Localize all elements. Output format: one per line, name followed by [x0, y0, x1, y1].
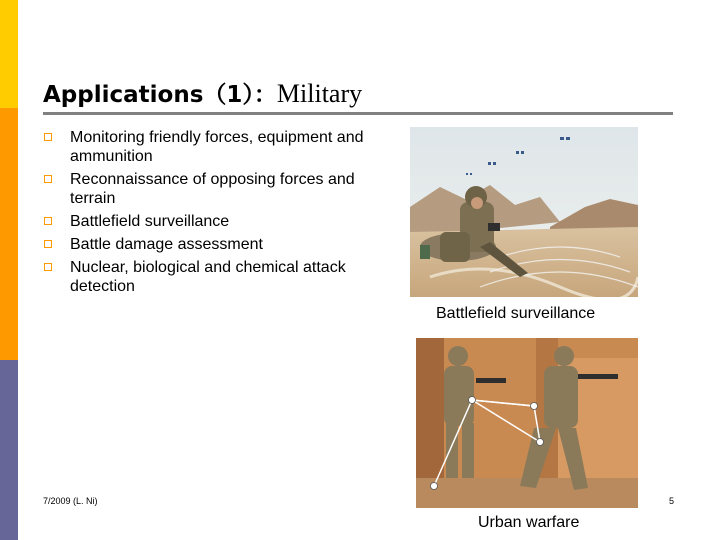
slide-title	[43, 76, 362, 109]
square-bullet-icon	[44, 263, 52, 271]
square-bullet-icon	[44, 133, 52, 141]
urban-warfare-photo	[416, 338, 638, 508]
battlefield-surveillance-photo	[410, 127, 638, 297]
urban-warfare-caption: Urban warfare	[478, 514, 580, 531]
slide-title-suffix: Military	[276, 79, 363, 108]
square-bullet-icon	[44, 240, 52, 248]
bullet-item	[42, 128, 382, 166]
side-bar-yellow	[0, 0, 18, 108]
side-bar-slate	[0, 360, 18, 540]
slide-title-main: Applications（1）：	[43, 82, 277, 108]
bullet-text: Reconnaissance of opposing forces and terrain	[70, 171, 355, 207]
bullet-item	[42, 212, 382, 231]
side-bar-orange	[0, 108, 18, 360]
bullet-text: Monitoring friendly forces, equipment and ammunition	[70, 129, 364, 165]
square-bullet-icon	[44, 175, 52, 183]
bullet-text: Nuclear, biological and chemical attack detection	[70, 259, 346, 295]
battlefield-surveillance-caption: Battlefield surveillance	[436, 305, 596, 322]
bullet-list	[42, 128, 382, 300]
bullet-text: Battle damage assessment	[70, 236, 263, 253]
bullet-item	[42, 170, 382, 208]
square-bullet-icon	[44, 217, 52, 225]
bullet-item	[42, 235, 382, 254]
bullet-text: Battlefield surveillance	[70, 213, 230, 230]
bullet-item	[42, 258, 382, 296]
title-underline	[43, 112, 673, 115]
footer-page-number: 5	[669, 496, 675, 506]
footer-date-author: 7/2009 (L. Ni)	[43, 496, 98, 506]
